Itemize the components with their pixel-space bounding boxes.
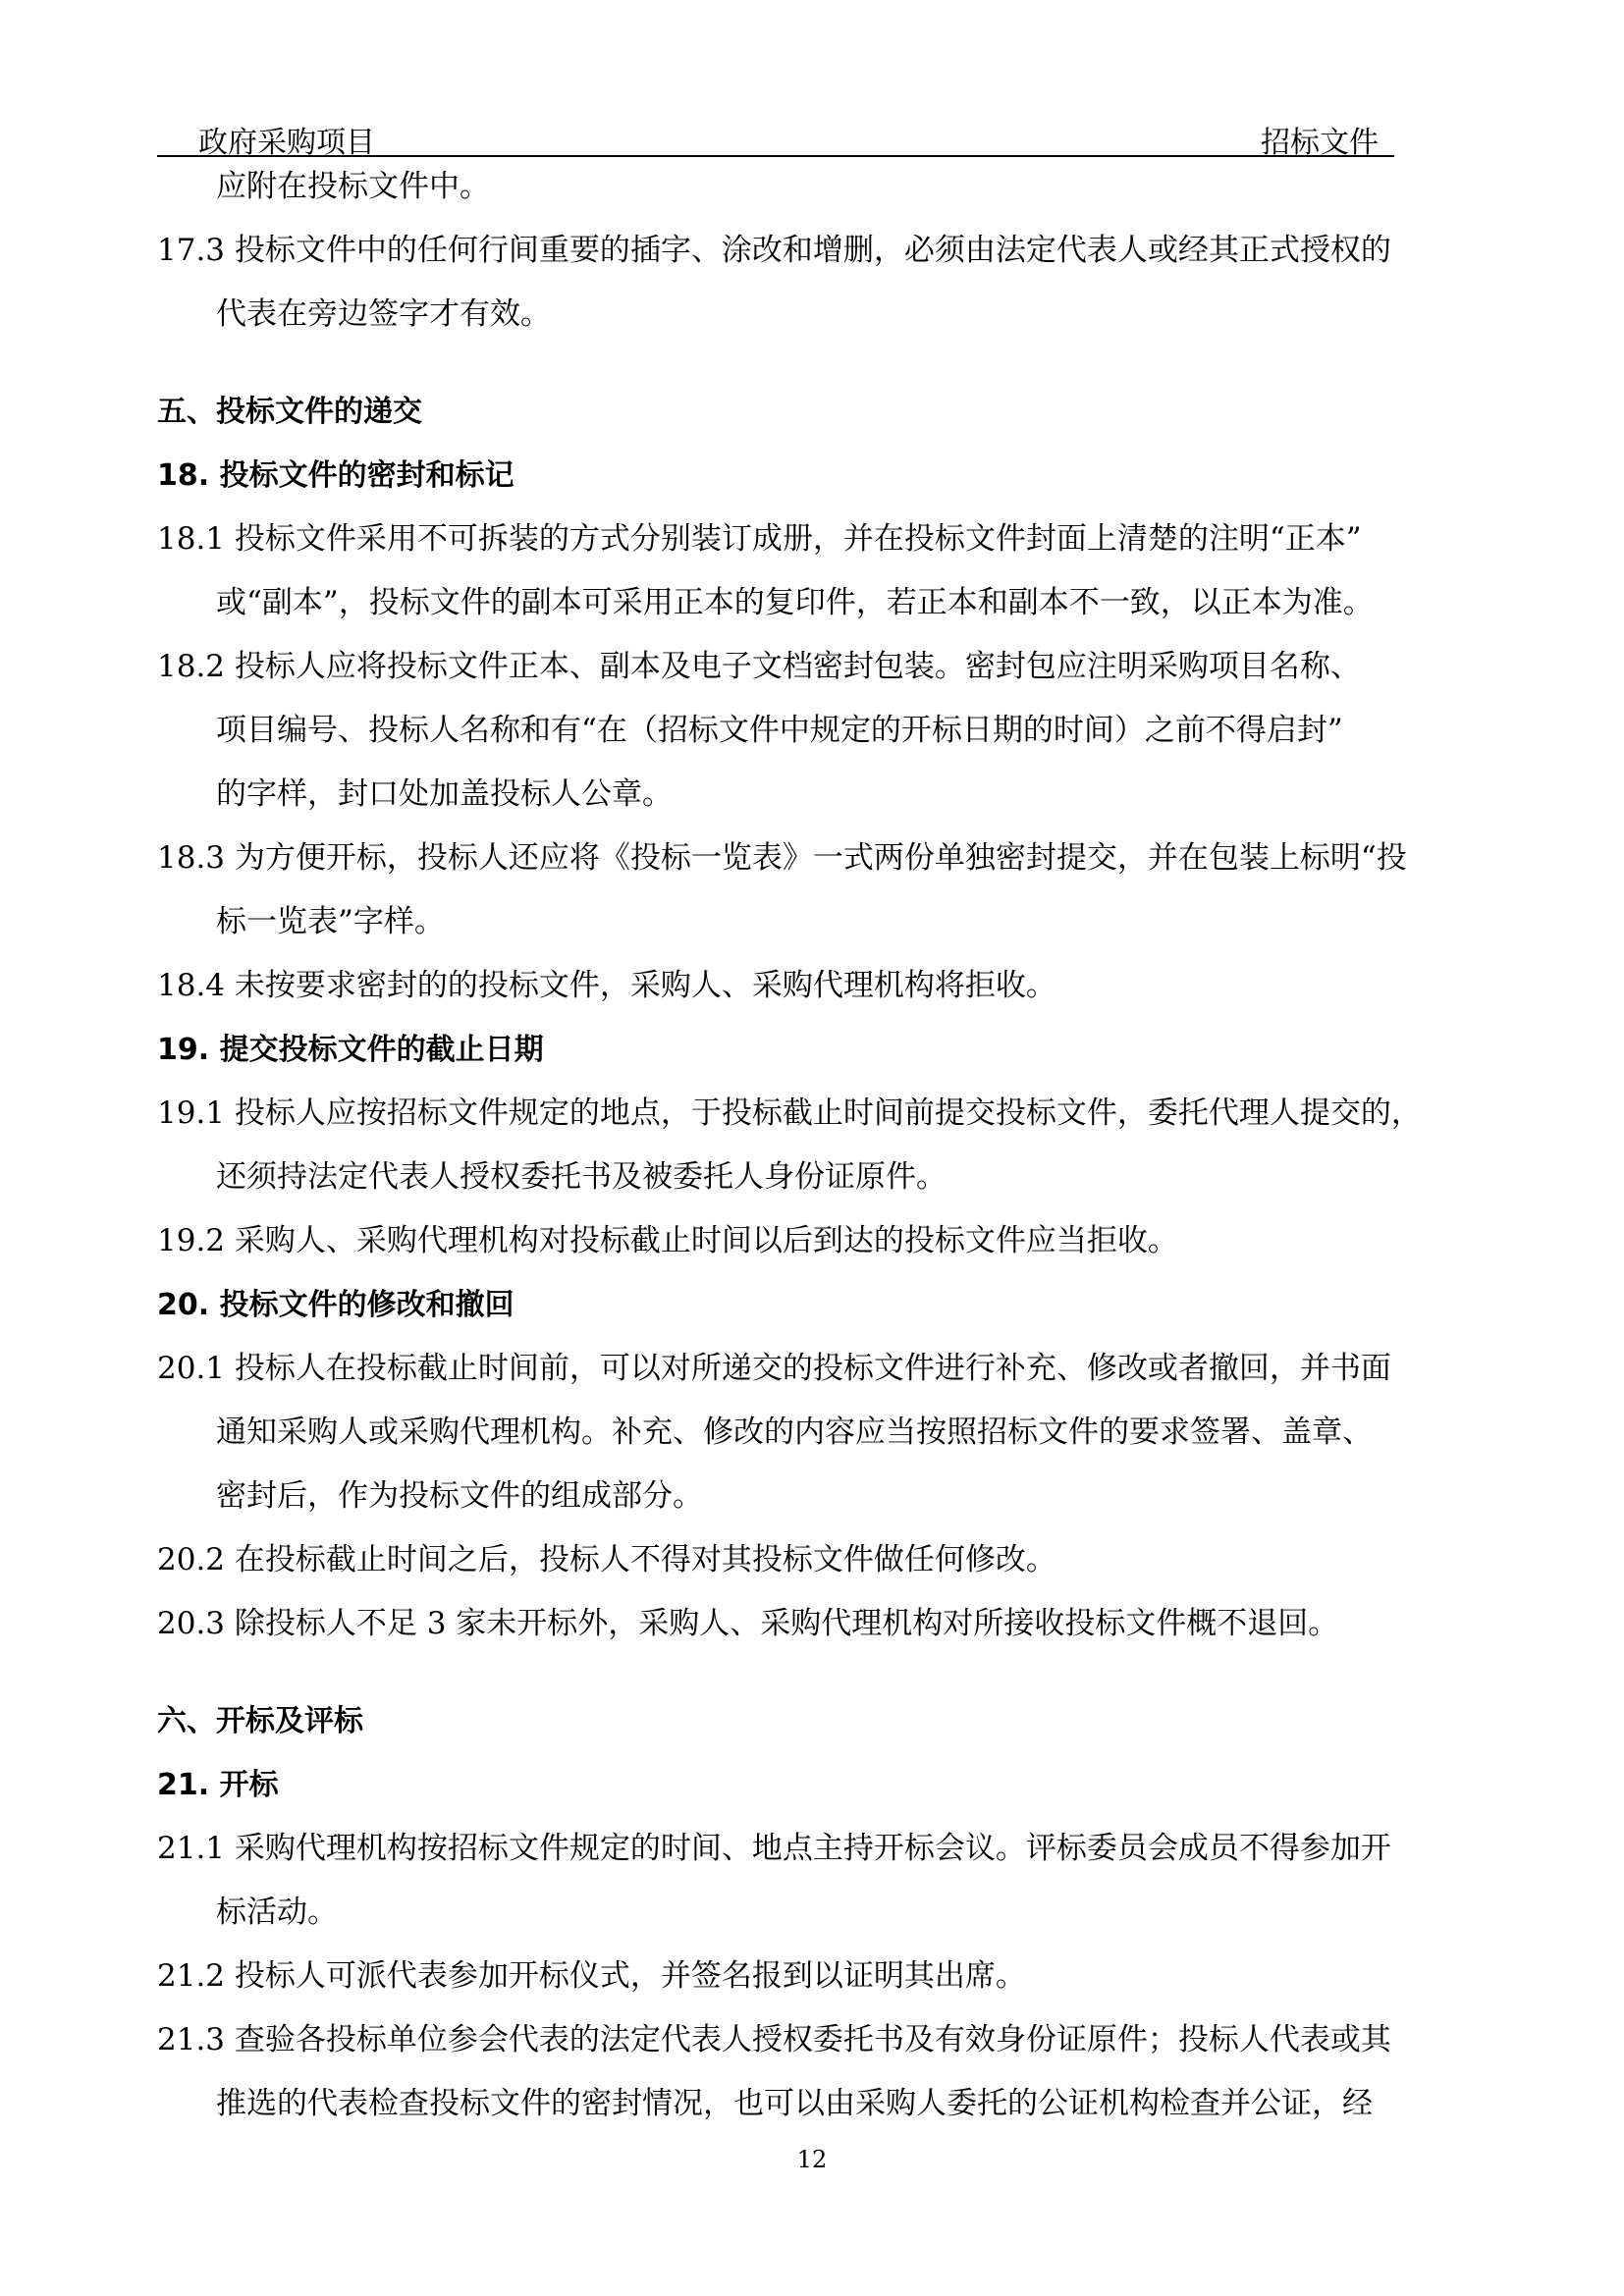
- clause-20-1: 20.1 投标人在投标截止时间前，可以对所递交的投标文件进行补充、修改或者撤回，并书面: [157, 1351, 1391, 1386]
- document-body: [157, 155, 1492, 2136]
- clause-20-3: 20.3 除投标人不足 3 家未开标外，采购人、采购代理机构对所接收投标文件概不退回。: [157, 1606, 1339, 1641]
- clause-18-4: 18.4 未按要求密封的的投标文件，采购人、采购代理机构将拒收。: [157, 968, 1056, 1003]
- clause-21-1: 21.1 采购代理机构按招标文件规定的时间、地点主持开标会议。评标委员会成员不得参加开: [157, 1831, 1391, 1866]
- clause-19-2: 19.2 采购人、采购代理机构对投标截止时间以后到达的投标文件应当拒收。: [157, 1223, 1178, 1258]
- paragraph-line: 的字样，封口处加盖投标人公章。: [216, 776, 673, 812]
- paragraph-line: 应附在投标文件中。: [216, 169, 490, 204]
- paragraph-line: 通知采购人或采购代理机构。补充、修改的内容应当按照招标文件的要求签署、盖章、: [216, 1415, 1373, 1450]
- paragraph-line: 或“副本”，投标文件的副本可采用正本的复印件，若正本和副本不一致，以正本为准。: [216, 585, 1374, 620]
- heading-21: 21. 开标: [157, 1768, 279, 1802]
- clause-21-3: 21.3 查验各投标单位参会代表的法定代表人授权委托书及有效身份证原件；投标人代表或其: [157, 2022, 1391, 2057]
- section-heading-5: 五、投标文件的递交: [157, 395, 422, 429]
- paragraph-line: 还须持法定代表人授权委托书及被委托人身份证原件。: [216, 1159, 947, 1195]
- paragraph-line: 推选的代表检查投标文件的密封情况，也可以由采购人委托的公证机构检查并公证，经: [216, 2086, 1373, 2121]
- heading-18: 18. 投标文件的密封和标记: [157, 458, 514, 493]
- header-left: 政府采购项目: [198, 126, 375, 160]
- clause-17-3: 17.3 投标文件中的任何行间重要的插字、涂改和增删，必须由法定代表人或经其正式授权的: [157, 233, 1391, 268]
- clause-20-2: 20.2 在投标截止时间之后，投标人不得对其投标文件做任何修改。: [157, 1542, 1056, 1577]
- clause-18-1: 18.1 投标文件采用不可拆装的方式分别装订成册，并在投标文件封面上清楚的注明“正本”: [157, 521, 1362, 557]
- heading-20: 20. 投标文件的修改和撤回: [157, 1288, 514, 1322]
- clause-18-3: 18.3 为方便开标，投标人还应将《投标一览表》一式两份单独密封提交，并在包装上标明“投: [157, 840, 1407, 876]
- paragraph-line: 标活动。: [216, 1895, 338, 1930]
- header-right: 招标文件: [1261, 126, 1379, 160]
- paragraph-line: 项目编号、投标人名称和有“在（招标文件中规定的开标日期的时间）之前不得启封”: [216, 713, 1343, 748]
- paragraph-line: 代表在旁边签字才有效。: [216, 296, 551, 332]
- paragraph-line: 标一览表”字样。: [216, 904, 445, 939]
- page-header: [157, 116, 1394, 160]
- paragraph-line: 密封后，作为投标文件的组成部分。: [216, 1478, 703, 1514]
- clause-19-1: 19.1 投标人应按招标文件规定的地点，于投标截止时间前提交投标文件，委托代理人提交的，: [157, 1095, 1422, 1131]
- section-heading-6: 六、开标及评标: [157, 1704, 363, 1738]
- clause-18-2: 18.2 投标人应将投标文件正本、副本及电子文档密封包装。密封包应注明采购项目名称、: [157, 649, 1361, 684]
- page-number: 12: [796, 2146, 828, 2173]
- clause-21-2: 21.2 投标人可派代表参加开标仪式，并签名报到以证明其出席。: [157, 1958, 1026, 1994]
- heading-19: 19. 提交投标文件的截止日期: [157, 1033, 544, 1067]
